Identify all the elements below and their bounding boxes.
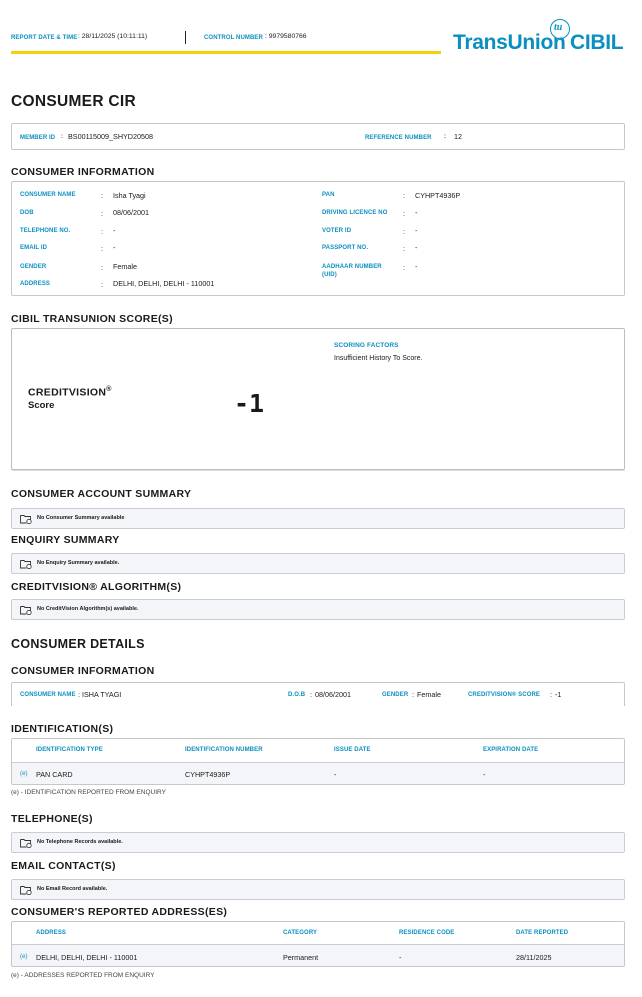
member-id-colon: : — [61, 134, 64, 140]
table-row — [12, 762, 624, 785]
logo-cibil-text: CIBIL — [570, 31, 624, 54]
folder-info-icon — [20, 514, 32, 524]
identification-heading: IDENTIFICATION(S) — [11, 723, 114, 735]
category-value: Permanent — [283, 953, 319, 962]
reference-number-colon: : — [444, 134, 447, 140]
details-gender-value: Female — [417, 690, 441, 699]
pan-label: PAN — [322, 192, 335, 198]
algorithms-empty-box — [11, 599, 625, 620]
details-dob-label: D.O.B — [288, 692, 306, 698]
address-label: ADDRESS — [20, 281, 51, 287]
passport-label: PASSPORT NO. — [322, 245, 369, 251]
col-category: CATEGORY — [283, 930, 318, 936]
telephone-label: TELEPHONE NO. — [20, 228, 71, 234]
creditvision-score-title — [28, 386, 112, 399]
reference-number-label: REFERENCE NUMBER — [365, 135, 432, 141]
aadhaar-value: - — [415, 262, 418, 271]
address-value: DELHI, DELHI, DELHI - 110001 — [113, 279, 215, 288]
identification-table-header — [12, 739, 624, 762]
enquiry-summary-heading: ENQUIRY SUMMARY — [11, 534, 120, 546]
email-value: - — [113, 243, 116, 252]
consumer-info-heading: CONSUMER INFORMATION — [11, 166, 155, 178]
transunion-cibil-logo — [453, 18, 633, 56]
gender-colon: : — [101, 263, 103, 272]
details-gender-label: GENDER — [382, 692, 409, 698]
voter-id-value: - — [415, 226, 418, 235]
account-summary-empty-text: No Consumer Summary available — [37, 515, 125, 521]
score-box — [11, 328, 625, 470]
details-name-label: CONSUMER NAME — [20, 692, 76, 698]
consumer-details-box — [11, 682, 625, 706]
table-row — [12, 944, 624, 967]
telephone-heading: TELEPHONE(S) — [11, 813, 93, 825]
col-address: ADDRESS — [36, 930, 67, 936]
telephone-value: - — [113, 226, 116, 235]
enquiry-marker: (e) — [20, 771, 28, 777]
consumer-info-box — [11, 181, 625, 296]
folder-info-icon — [20, 838, 32, 848]
logo-transunion-text: TransUnion — [453, 31, 566, 54]
pan-value: CYHPT4936P — [415, 191, 461, 200]
passport-colon: : — [403, 244, 405, 253]
identification-type-value: PAN CARD — [36, 770, 73, 779]
member-box — [11, 123, 625, 150]
control-number-value: : 9979580766 — [265, 33, 307, 40]
issue-date-value: - — [334, 770, 337, 779]
col-expiration-date: EXPIRATION DATE — [483, 747, 539, 753]
col-identification-type: IDENTIFICATION TYPE — [36, 747, 103, 753]
creditvision-label: CREDITVISION — [28, 386, 107, 399]
identification-table — [11, 738, 625, 785]
details-dob-colon: : — [310, 690, 312, 699]
telephone-empty-text: No Telephone Records available. — [37, 839, 123, 845]
creditvision-score-sub: Score — [28, 400, 55, 411]
driving-licence-label: DRIVING LICENCE NO — [322, 210, 388, 216]
addresses-table-header — [12, 922, 624, 944]
report-date-value: : 28/11/2025 (10:11:11) — [78, 33, 148, 40]
col-identification-number: IDENTIFICATION NUMBER — [185, 747, 263, 753]
passport-value: - — [415, 243, 418, 252]
address-row-value: DELHI, DELHI, DELHI - 110001 — [36, 953, 138, 962]
account-summary-heading: CONSUMER ACCOUNT SUMMARY — [11, 488, 192, 500]
consumer-name-label: CONSUMER NAME — [20, 192, 76, 198]
driving-licence-value: - — [415, 208, 418, 217]
enquiry-summary-empty-text: No Enquiry Summary available. — [37, 560, 120, 566]
member-id-value: BS00115009_SHYD20508 — [68, 132, 153, 141]
col-residence-code: RESIDENCE CODE — [399, 930, 455, 936]
identification-number-value: CYHPT4936P — [185, 770, 231, 779]
header-yellow-rule — [11, 51, 441, 54]
details-name-value: ISHA TYAGI — [82, 690, 122, 699]
scoring-factors-text: Insufficient History To Score. — [334, 355, 423, 362]
details-dob-value: 08/06/2001 — [315, 690, 351, 699]
email-empty-text: No Email Record available. — [37, 886, 108, 892]
account-summary-empty-box — [11, 508, 625, 529]
report-header — [0, 0, 642, 60]
details-gender-colon: : — [412, 690, 414, 699]
folder-info-icon — [20, 885, 32, 895]
algorithms-empty-text: No CreditVision Algorithm(s) available. — [37, 606, 139, 612]
consumer-details-title: CONSUMER DETAILS — [11, 637, 145, 651]
addresses-heading: CONSUMER'S REPORTED ADDRESS(ES) — [11, 906, 228, 918]
identification-note: (e) - IDENTIFICATION REPORTED FROM ENQUIRY — [11, 789, 166, 796]
date-reported-value: 28/11/2025 — [516, 953, 552, 962]
email-empty-box — [11, 879, 625, 900]
score-value: -1 — [234, 389, 265, 418]
voter-id-label: VOTER ID — [322, 228, 352, 234]
enquiry-marker: (e) — [20, 954, 28, 960]
details-score-label: CREDITVISION® SCORE — [468, 692, 540, 698]
driving-licence-colon: : — [403, 209, 405, 218]
aadhaar-label-uid: (UID) — [322, 272, 337, 278]
score-heading: CIBIL TRANSUNION SCORE(S) — [11, 313, 173, 325]
details-score-value: -1 — [555, 690, 562, 699]
telephone-colon: : — [101, 227, 103, 236]
details-name-colon: : — [78, 690, 80, 699]
telephone-empty-box — [11, 832, 625, 853]
addresses-table — [11, 921, 625, 967]
algorithms-heading: CREDITVISION® ALGORITHM(S) — [11, 581, 182, 593]
col-issue-date: ISSUE DATE — [334, 747, 371, 753]
voter-id-colon: : — [403, 227, 405, 236]
col-date-reported: DATE REPORTED — [516, 930, 569, 936]
logo-badge-text: tu — [554, 22, 563, 33]
residence-code-value: - — [399, 953, 402, 962]
dob-value: 08/06/2001 — [113, 208, 149, 217]
control-number-label: CONTROL NUMBER — [204, 35, 263, 41]
registered-mark: ® — [106, 386, 112, 393]
aadhaar-label: AADHAAR NUMBER — [322, 264, 382, 270]
dob-colon: : — [101, 209, 103, 218]
consumer-details-info-heading: CONSUMER INFORMATION — [11, 665, 155, 677]
scoring-factors-label: SCORING FACTORS — [334, 342, 399, 349]
gender-value: Female — [113, 262, 137, 271]
details-score-colon: : — [550, 690, 552, 699]
consumer-name-colon: : — [101, 191, 103, 200]
email-colon: : — [101, 244, 103, 253]
dob-label: DOB — [20, 210, 34, 216]
enquiry-summary-empty-box — [11, 553, 625, 574]
addresses-note: (e) - ADDRESSES REPORTED FROM ENQUIRY — [11, 972, 155, 979]
folder-info-icon — [20, 605, 32, 615]
consumer-name-value: Isha Tyagi — [113, 191, 146, 200]
aadhaar-colon: : — [403, 263, 405, 272]
reference-number-value: 12 — [454, 132, 462, 141]
gender-label: GENDER — [20, 264, 47, 270]
folder-info-icon — [20, 559, 32, 569]
pan-colon: : — [403, 191, 405, 200]
report-date-label: REPORT DATE & TIME — [11, 35, 78, 41]
expiration-date-value: - — [483, 770, 486, 779]
page-title: CONSUMER CIR — [11, 93, 137, 110]
header-separator — [185, 31, 186, 44]
email-heading: EMAIL CONTACT(S) — [11, 860, 116, 872]
address-colon: : — [101, 280, 103, 289]
member-id-label: MEMBER ID — [20, 135, 56, 141]
email-label: EMAIL ID — [20, 245, 48, 251]
